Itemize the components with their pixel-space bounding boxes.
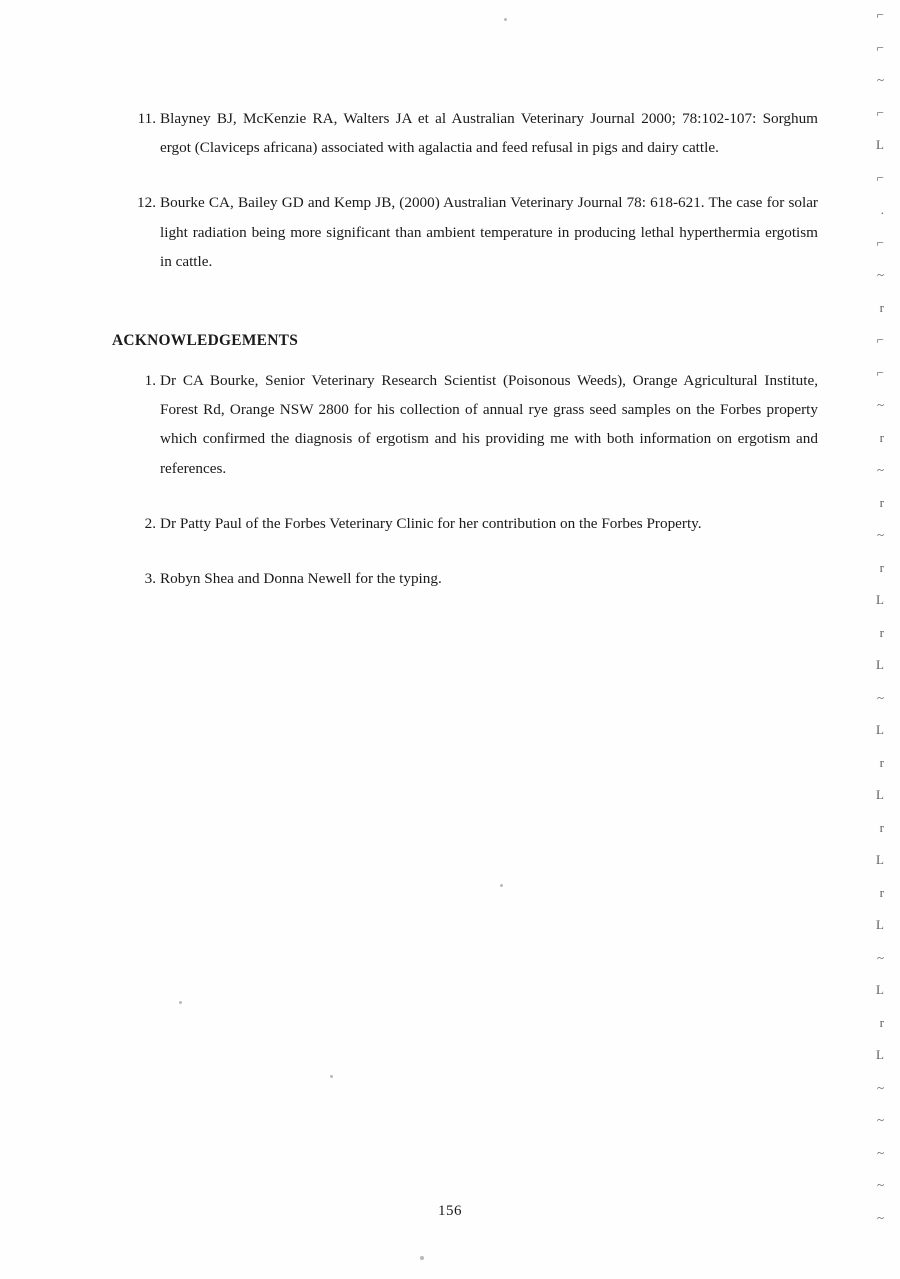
binding-mark: ~	[876, 1177, 884, 1192]
binding-mark: r	[879, 884, 884, 900]
acknowledgements-list	[112, 366, 818, 593]
reference-number: 12.	[137, 194, 156, 212]
binding-mark: ~	[876, 397, 884, 412]
list-item	[112, 366, 818, 483]
binding-mark: ⌐	[876, 364, 884, 380]
binding-marks-column	[854, 0, 900, 1279]
reference-list	[112, 104, 818, 276]
binding-mark: r	[879, 754, 884, 770]
list-item	[112, 564, 818, 593]
acknowledgement-text: Dr Patty Paul of the Forbes Veterinary Clinic for her contribution on the Forbes Property.	[160, 514, 702, 532]
binding-mark: ~	[876, 1112, 884, 1127]
binding-mark: ~	[876, 72, 884, 87]
acknowledgement-number: 1.	[144, 371, 156, 389]
binding-mark: L	[876, 592, 884, 607]
binding-mark: r	[879, 559, 884, 575]
binding-mark: L	[876, 137, 884, 152]
binding-mark: r	[879, 299, 884, 315]
binding-mark: ~	[876, 1144, 884, 1160]
acknowledgement-text: Dr CA Bourke, Senior Veterinary Research Scientist (Poisonous Weeds), Orange Agricultural Institute, Forest Rd, Orange NSW 2800 for his collection of annual rye grass seed samples on the Forbes property which confirmed the diagnosis of ergotism and his providing me with both information on ergotism and references.	[160, 371, 818, 477]
list-item	[112, 104, 818, 162]
binding-mark: .	[880, 202, 884, 217]
binding-mark: ~	[876, 267, 884, 282]
binding-mark: L	[876, 787, 884, 802]
page-number: 156	[438, 1203, 462, 1219]
scan-speck	[504, 18, 507, 21]
binding-mark: r	[879, 819, 884, 835]
binding-mark: ⌐	[876, 234, 884, 250]
binding-mark: r	[879, 494, 884, 510]
binding-mark: r	[879, 429, 884, 445]
acknowledgement-text: Robyn Shea and Donna Newell for the typing.	[160, 569, 442, 587]
binding-mark: ⌐	[876, 7, 884, 22]
reference-number: 11.	[137, 110, 156, 127]
scan-speck	[179, 1001, 182, 1004]
binding-mark: ~	[876, 1209, 884, 1225]
binding-mark: L	[876, 657, 884, 672]
binding-mark: L	[876, 1047, 884, 1062]
reference-text: Bourke CA, Bailey GD and Kemp JB, (2000) Australian Veterinary Journal 78: 618-621. The case for solar light radiation being more significant than ambient temperature in producing lethal hyperthermia ergotism in cattle.	[160, 194, 818, 270]
scan-speck	[500, 884, 503, 887]
list-item	[112, 188, 818, 276]
scan-speck	[330, 1075, 333, 1078]
binding-mark: L	[876, 722, 884, 737]
binding-mark: ~	[876, 689, 884, 705]
binding-mark: ~	[876, 527, 884, 542]
binding-mark: ⌐	[876, 39, 884, 55]
binding-mark: ~	[876, 462, 884, 477]
acknowledgements-heading: ACKNOWLEDGEMENTS	[112, 331, 299, 349]
binding-mark: ⌐	[876, 169, 884, 185]
binding-mark: ~	[876, 1079, 884, 1095]
acknowledgement-number: 3.	[144, 569, 156, 587]
binding-mark: r	[879, 624, 884, 640]
binding-mark: L	[876, 852, 884, 867]
binding-mark: r	[879, 1014, 884, 1030]
binding-mark: ⌐	[876, 104, 884, 120]
binding-mark: ~	[876, 949, 884, 965]
acknowledgement-number: 2.	[144, 514, 156, 532]
binding-mark: L	[876, 917, 884, 932]
binding-mark: L	[876, 982, 884, 997]
list-item	[112, 509, 818, 538]
scan-speck	[420, 1256, 424, 1260]
page-content	[112, 104, 818, 619]
reference-text: Blayney BJ, McKenzie RA, Walters JA et al Australian Veterinary Journal 2000; 78:102-107: Sorghum ergot (Claviceps africana) associated with agalactia and feed refusal in pigs and dairy cattle.	[160, 110, 818, 157]
binding-mark: ⌐	[876, 332, 884, 347]
